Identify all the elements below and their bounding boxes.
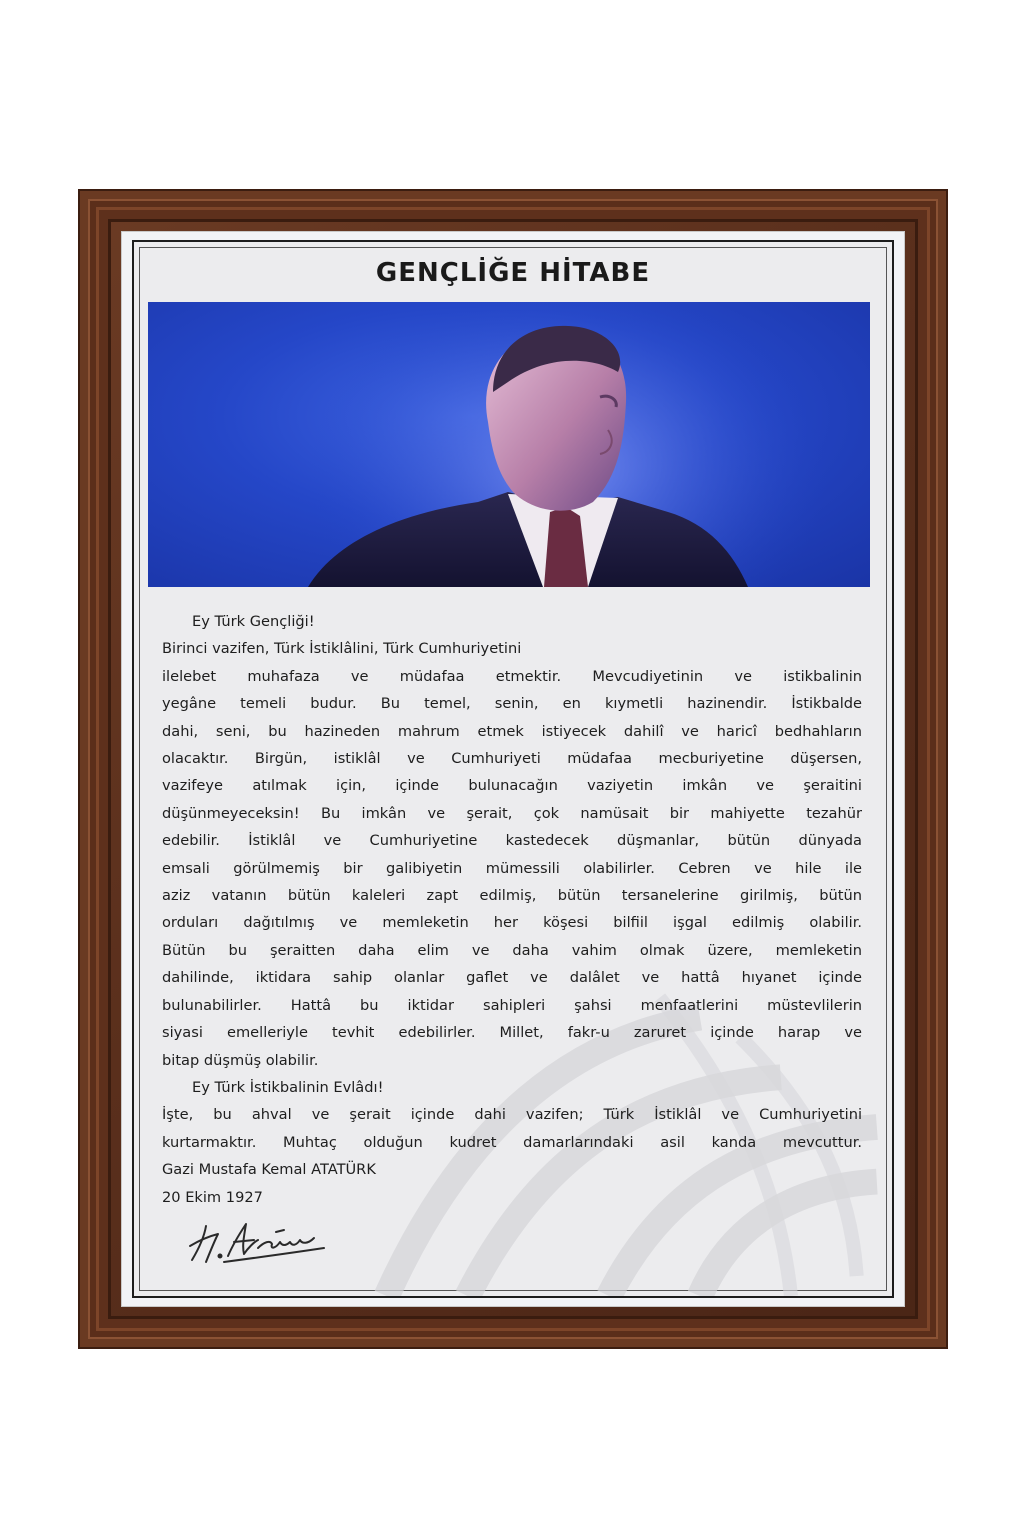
greeting-2: Ey Türk İstikbalinin Evlâdı! (192, 1078, 384, 1096)
speech-line: Birinci vazifen, Türk İstiklâlini, Türk Cumhuriyetini (162, 640, 522, 658)
speech-line: yegâne temeli budur. Bu temel, senin, en kıymetli hazinendir. İstikbalde (162, 695, 862, 713)
speech-line: edebilir. İstiklâl ve Cumhuriyetine kastedecek düşmanlar, bütün dünyada (162, 832, 862, 850)
greeting-1: Ey Türk Gençliği! (192, 613, 315, 630)
speech-line: dahilinde, iktidara sahip olanlar gaflet ve dalâlet ve hattâ hıyanet içinde (162, 969, 862, 987)
portrait-photo (148, 302, 870, 587)
picture-frame (78, 189, 948, 1349)
speech-line: kurtarmaktır. Muhtaç olduğun kudret damarlarındaki asil kanda mevcuttur. (162, 1133, 862, 1151)
speech-date: 20 Ekim 1927 (162, 1188, 263, 1206)
portrait-illustration (148, 302, 870, 587)
poster (132, 240, 894, 1298)
speech-line: emsali görülmemiş bir galibiyetin mümessili olabilirler. Cebren ve hile ile (162, 859, 862, 877)
speech-line: İşte, bu ahval ve şerait içinde dahi vazifen; Türk İstiklâl ve Cumhuriyetini (162, 1106, 862, 1124)
speech-line: orduları dağıtılmış ve memleketin her köşesi bilfiil işgal edilmiş olabilir. (162, 914, 862, 932)
speech-line: dahi, seni, bu hazineden mahrum etmek istiyecek dahilî ve haricî bedhahların (162, 722, 862, 740)
poster-title: GENÇLİĞE HİTABE (375, 258, 651, 288)
speech-line: vazifeye atılmak için, içinde bulunacağın vaziyetin imkân ve şeraitini (162, 777, 862, 795)
speech-line: olacaktır. Birgün, istiklâl ve Cumhuriyeti müdafaa mecburiyetine düşersen, (162, 750, 862, 768)
speech-line: bitap düşmüş olabilir. (162, 1051, 319, 1069)
signature-icon (184, 1212, 334, 1267)
speech-line: aziz vatanın bütün kaleleri zapt edilmiş, bütün tersanelerine girilmiş, bütün (162, 887, 862, 905)
speech-text (162, 608, 862, 1211)
speech-line: siyasi emelleriyle tevhit edebilirler. Millet, fakr-u zaruret içinde harap ve (162, 1024, 862, 1042)
frame-mat (121, 231, 905, 1307)
speech-line: Bütün bu şeraitten daha elim ve daha vahim olmak üzere, memleketin (162, 941, 862, 959)
author-name: Gazi Mustafa Kemal ATATÜRK (162, 1161, 376, 1179)
speech-line: bulunabilirler. Hattâ bu iktidar sahipleri şahsi menfaatlerini müstevlilerin (162, 996, 862, 1014)
speech-line: düşünmeyeceksin! Bu imkân ve şerait, çok namüsait bir mahiyette tezahür (162, 804, 862, 822)
speech-line: ilelebet muhafaza ve müdafaa etmektir. Mevcudiyetinin ve istikbalinin (162, 667, 862, 685)
